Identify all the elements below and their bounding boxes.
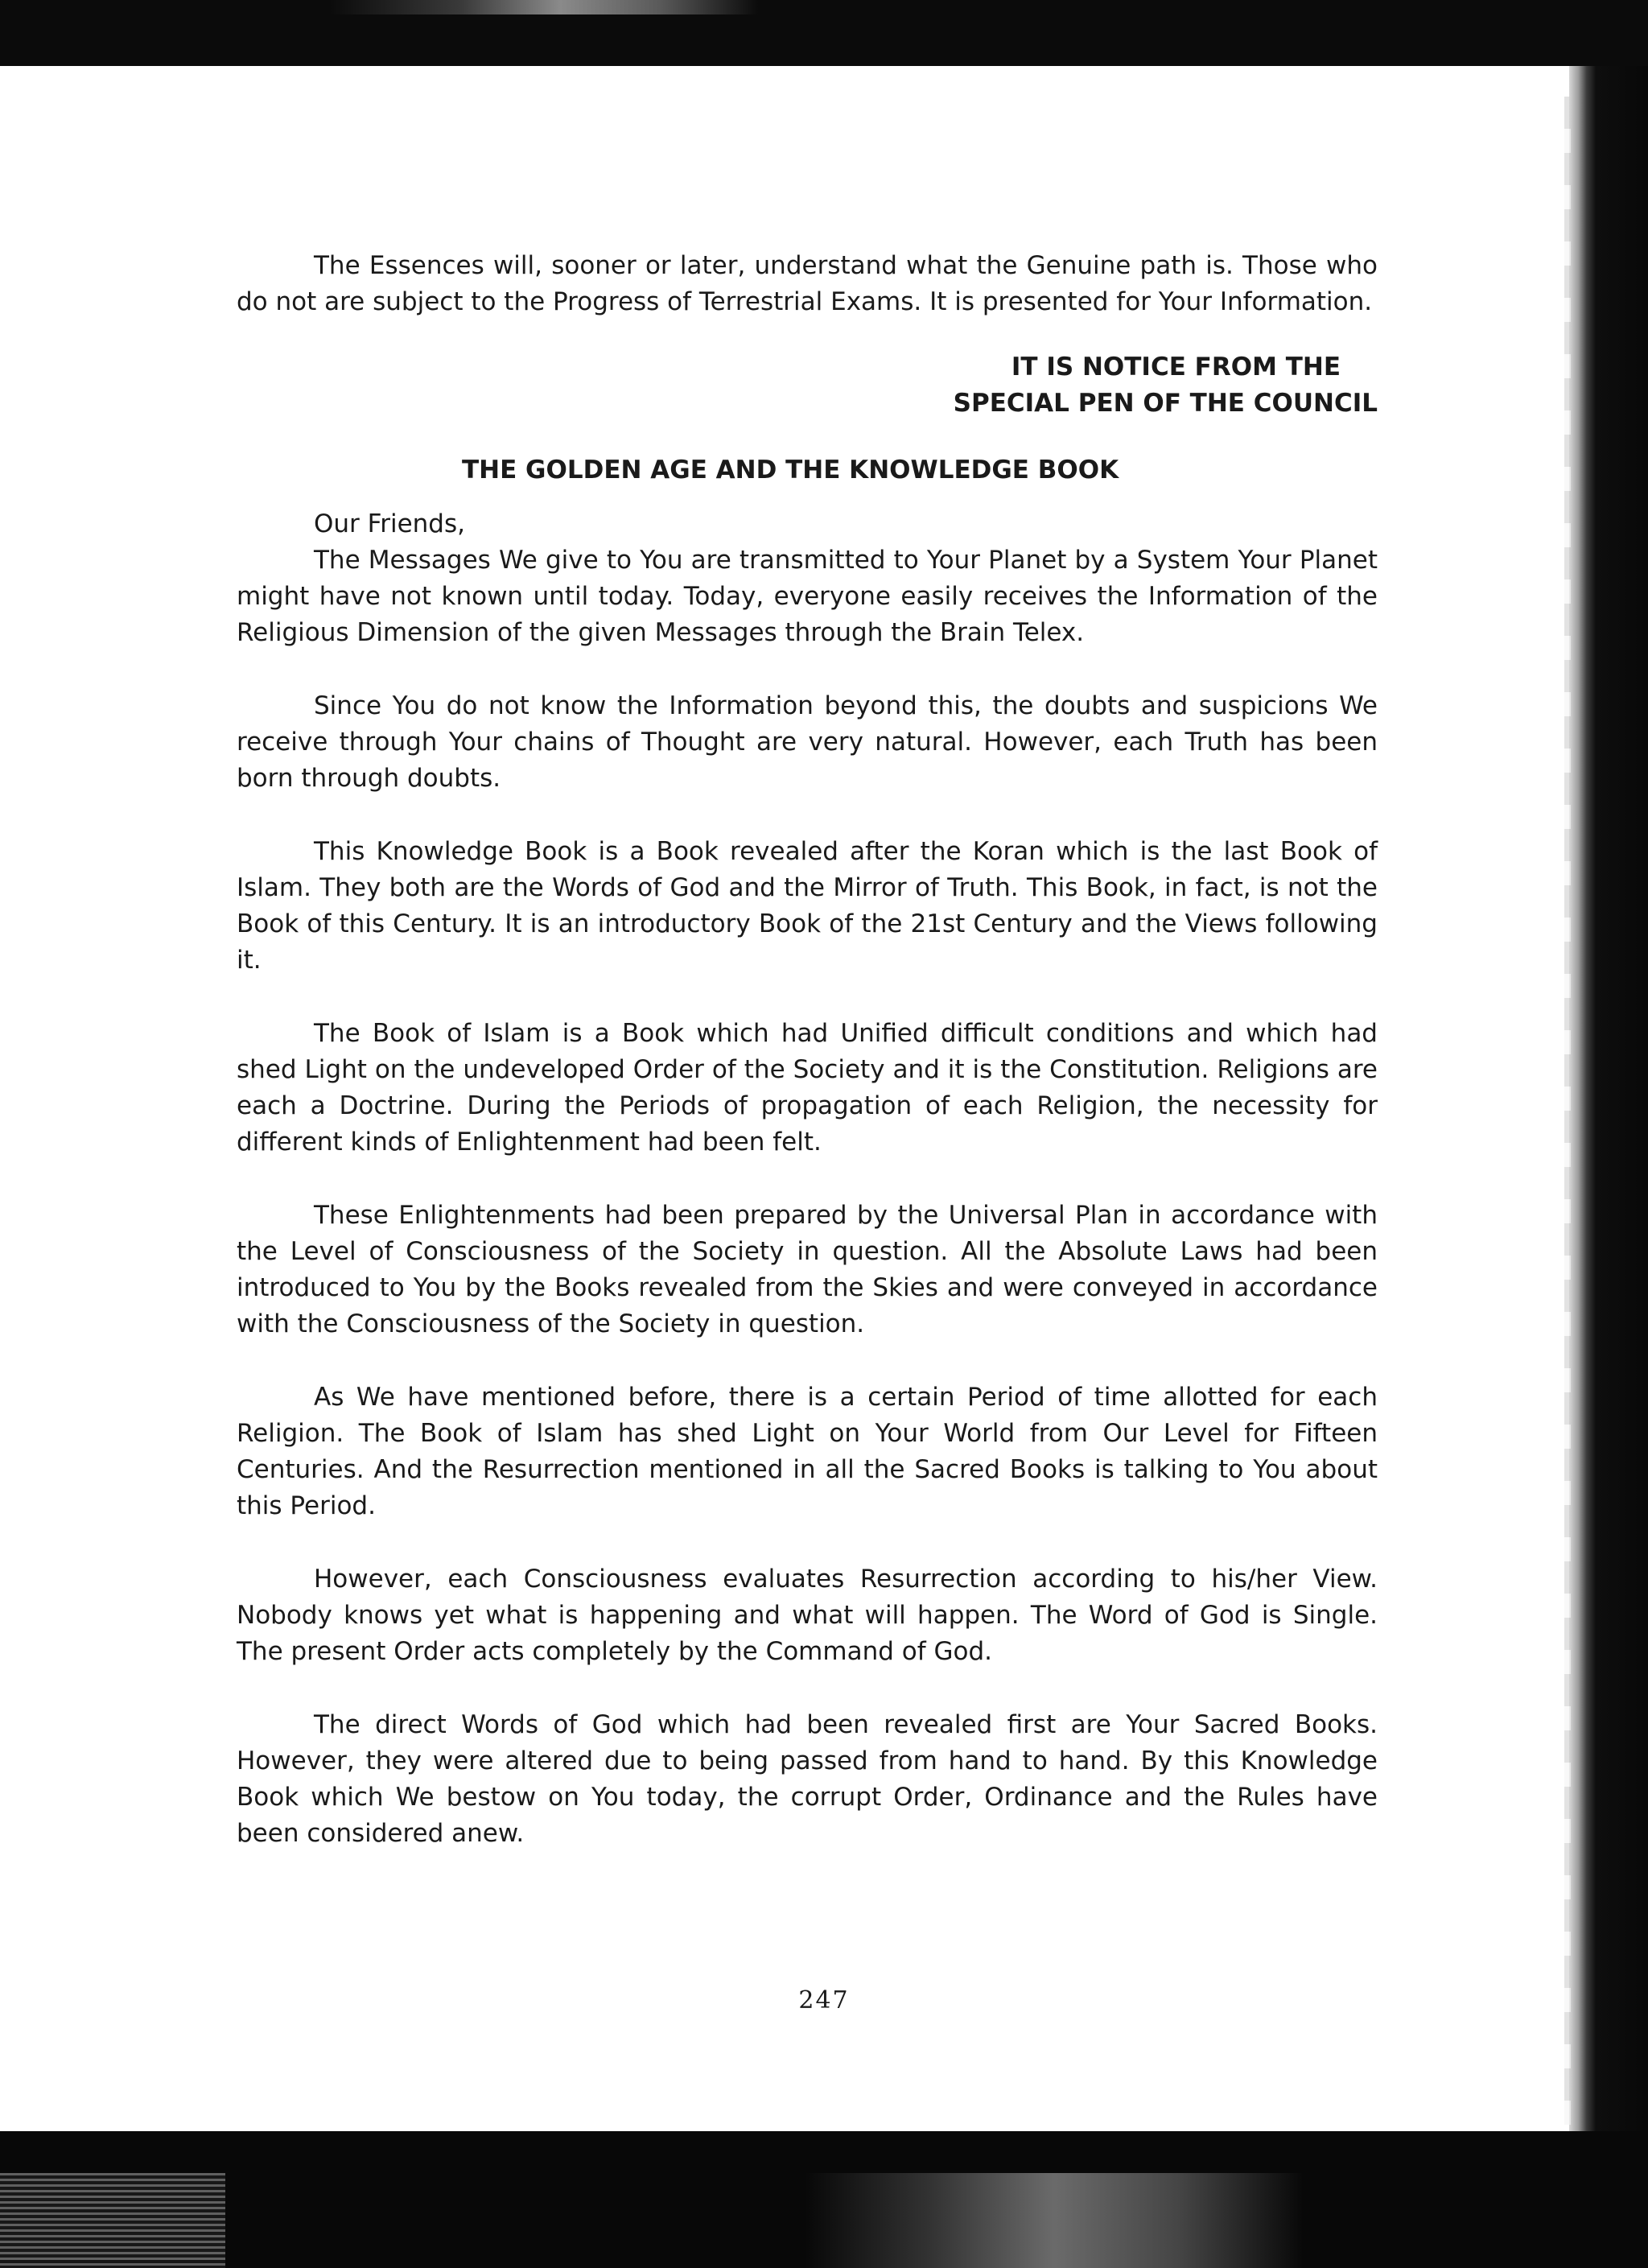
scan-streak-left xyxy=(0,2173,225,2268)
body-paragraph: The Messages We give to You are transmitted to Your Planet by a System Your Planet might have not known until today. Today, everyone easily receives the Information of the Religious Dimension of the given Messages through the Brain Telex. xyxy=(237,546,1378,647)
body-paragraph: The Book of Islam is a Book which had Unified difficult conditions and which had shed Light on the undeveloped Order of the Society and it is the Constitution. Religions are each a Doctrine. During the Periods of propagation of each Religion, the necessity for different kinds of Enlightenment had been felt. xyxy=(237,1019,1378,1157)
notice-line-1: IT IS NOTICE FROM THE xyxy=(1011,353,1341,381)
notice-line-2: SPECIAL PEN OF THE COUNCIL xyxy=(953,389,1378,418)
body-paragraph: Since You do not know the Information beyond this, the doubts and suspicions We receive through Your chains of Thought are very natural. However, each Truth has been born through doubts. xyxy=(237,691,1378,793)
scan-streak-right xyxy=(805,2173,1304,2268)
scan-border-right-lines xyxy=(1564,97,1571,2125)
scan-border-top-edge xyxy=(0,0,1648,14)
scan-border-right xyxy=(1569,66,1648,2142)
body-paragraph: As We have mentioned before, there is a certain Period of time allotted for each Religion. The Book of Islam has shed Light on Your World from Our Level for Fifteen Centuries. And the Resurrection mentioned in all the Sacred Books is talking to You about this Period. xyxy=(237,1383,1378,1520)
page-number: 247 xyxy=(798,1986,850,2014)
body-paragraph: These Enlightenments had been prepared by the Universal Plan in accordance with the Level of Consciousness of the Society in question. All the Absolute Laws had been introduced to You by the Books revealed from the Skies and were conveyed in accordance with the Consciousness of the Society in question. xyxy=(237,1201,1378,1338)
salutation: Our Friends, xyxy=(314,509,465,538)
body-paragraph: However, each Consciousness evaluates Resurrection according to his/her View. Nobody knows yet what is happening and what will happen. The Word of God is Single. The present Order acts completely by the Command of God. xyxy=(237,1565,1378,1666)
body-paragraph: The direct Words of God which had been revealed first are Your Sacred Books. However, they were altered due to being passed from hand to hand. By this Knowledge Book which We bestow on You today, the corrupt Order, Ordinance and the Rules have been considered anew. xyxy=(237,1710,1378,1848)
intro-paragraph: The Essences will, sooner or later, understand what the Genuine path is. Those who do not are subject to the Progress of Terrestrial Exams. It is presented for Your Information. xyxy=(237,251,1378,316)
page-body xyxy=(237,248,1378,1852)
council-notice xyxy=(237,349,1378,422)
body-paragraph: This Knowledge Book is a Book revealed after the Koran which is the last Book of Islam. They both are the Words of God and the Mirror of Truth. This Book, in fact, is not the Book of this Century. It is an introductory Book of the 21st Century and the Views following it. xyxy=(237,837,1378,975)
section-title: THE GOLDEN AGE AND THE KNOWLEDGE BOOK xyxy=(462,456,1119,485)
